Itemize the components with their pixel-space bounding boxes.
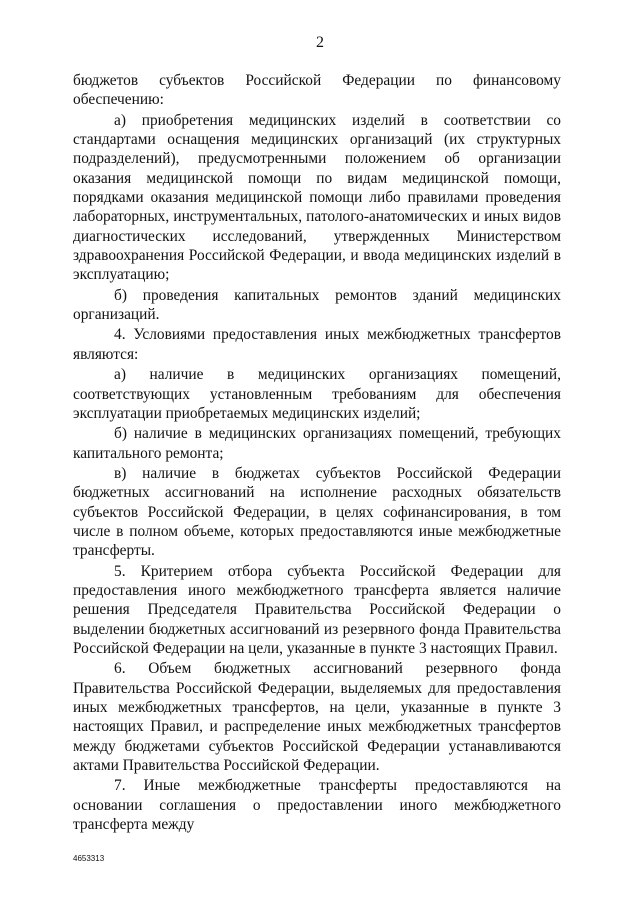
paragraph: 7. Иные межбюджетные трансферты предоставляются на основании соглашения о предоставлении иного межбюджетного трансферта между — [73, 777, 561, 834]
paragraph: 4. Условиями предоставления иных межбюджетных трансфертов являются: — [73, 326, 561, 363]
document-code: 4653313 — [73, 854, 105, 863]
paragraph: в) наличие в бюджетах субъектов Российской Федерации бюджетных ассигнований на исполнение расходных обязательств субъектов Российской Федерации, в целях софинансирования, в том числе в полном объеме, которых предоставляются иные межбюджетные трансферты. — [73, 464, 561, 560]
page-number: 2 — [316, 34, 324, 51]
paragraph: б) проведения капитальных ремонтов зданий медицинских организаций. — [73, 286, 561, 324]
paragraph: а) приобретения медицинских изделий в соответствии со стандартами оснащения медицинских организаций (их структурных подразделений), предусмотренными положением об организации оказания медицинской помощи по видам медицинской помощи, порядками оказания медицинской помощи либо правилами проведения лабораторных, инструментальных, патолого-анатомических и иных видов диагностических исследований, утвержденных Министерством здравоохранения Российской Федерации, и ввода медицинских изделий в эксплуатацию; — [73, 111, 561, 284]
paragraph: а) наличие в медицинских организациях помещений, соответствующих установленным требованиям для обеспечения эксплуатации приобретаемых медицинских изделий; — [73, 366, 561, 422]
paragraph: 6. Объем бюджетных ассигнований резервного фонда Правительства Российской Федерации, выделяемых для предоставления иных межбюджетных трансфертов, на цели, указанные в пункте 3 настоящих Правил, и распределение иных межбюджетных трансфертов между бюджетами субъектов Российской Федерации устанавливаются актами Правительства Российской Федерации. — [73, 660, 561, 775]
paragraph: бюджетов субъектов Российской Федерации по финансовому обеспечению: — [73, 72, 561, 109]
paragraph: 5. Критерием отбора субъекта Российской Федерации для предоставления иного межбюджетного трансферта является наличие решения Председателя Правительства Российской Федерации о выделении бюджетных ассигнований из резервного фонда Правительства Российской Федерации на цели, указанные в пункте 3 настоящих Правил. — [73, 562, 561, 657]
paragraph: б) наличие в медицинских организациях помещений, требующих капитального ремонта; — [73, 425, 561, 462]
document-body — [73, 71, 561, 834]
